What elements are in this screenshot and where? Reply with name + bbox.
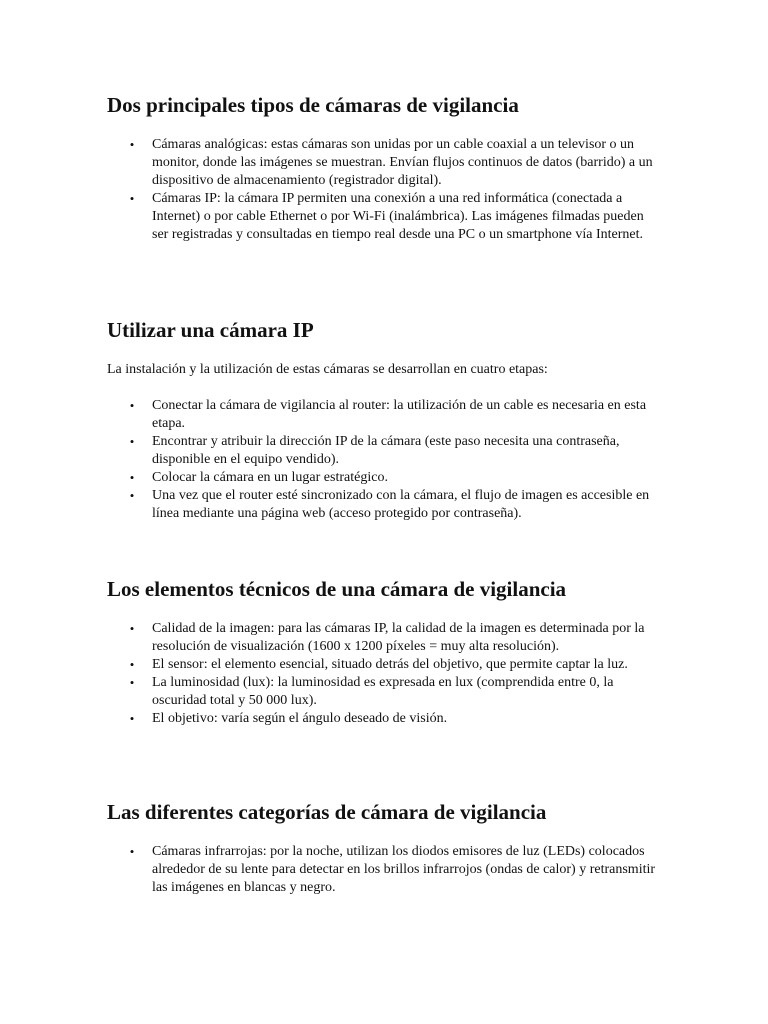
bullet-icon: • bbox=[129, 470, 135, 485]
bullet-icon: • bbox=[129, 434, 135, 449]
section-heading-ip-camera: Utilizar una cámara IP bbox=[107, 318, 314, 342]
list-item-text: Conectar la cámara de vigilancia al router: la utilización de un cable es necesaria en esta etapa. bbox=[152, 398, 647, 431]
list-item-text: Calidad de la imagen: para las cámaras IP, la calidad de la imagen es determinada por la resolución de visualización (1600 x 1200 píxeles = muy alta resolución). bbox=[152, 621, 645, 654]
bullet-icon: • bbox=[129, 711, 135, 726]
list-item bbox=[0, 620, 662, 656]
list-item bbox=[0, 190, 662, 244]
ip-camera-steps-list bbox=[0, 397, 662, 523]
list-item-text: Una vez que el router esté sincronizado con la cámara, el flujo de imagen es accesible en línea mediante una página web (acceso protegido por contraseña). bbox=[152, 488, 650, 521]
list-item bbox=[0, 433, 662, 469]
bullet-icon: • bbox=[129, 137, 135, 152]
section-intro: La instalación y la utilización de estas cámaras se desarrollan en cuatro etapas: bbox=[107, 362, 548, 377]
technical-elements-list bbox=[0, 620, 662, 728]
section-heading-technical-elements: Los elementos técnicos de una cámara de vigilancia bbox=[107, 577, 567, 601]
bullet-icon: • bbox=[129, 398, 135, 413]
list-item bbox=[0, 674, 662, 710]
list-item-text: Colocar la cámara en un lugar estratégico. bbox=[152, 470, 388, 485]
list-item-text: Cámaras IP: la cámara IP permiten una conexión a una red informática (conectada a Internet) o por cable Ethernet o por Wi-Fi (inalámbrica). Las imágenes filmadas pueden ser registradas y consultadas en tiempo real desde una PC o un smartphone vía Internet. bbox=[152, 191, 644, 242]
list-item bbox=[0, 656, 662, 674]
list-item-text: El objetivo: varía según el ángulo deseado de visión. bbox=[152, 711, 448, 726]
camera-types-list bbox=[0, 136, 662, 244]
bullet-icon: • bbox=[129, 621, 135, 636]
list-item-text: La luminosidad (lux): la luminosidad es expresada en lux (comprendida entre 0, la oscuridad total y 50 000 lux). bbox=[152, 675, 614, 708]
bullet-icon: • bbox=[129, 191, 135, 206]
list-item-text: Cámaras infrarrojas: por la noche, utilizan los diodos emisores de luz (LEDs) colocados alrededor de su lente para detectar en los brillos infrarrojos (ondas de calor) y retransmitir las imágenes en blancas y negro. bbox=[152, 844, 656, 895]
list-item bbox=[0, 843, 662, 897]
camera-categories-list bbox=[0, 843, 662, 897]
bullet-icon: • bbox=[129, 675, 135, 690]
bullet-icon: • bbox=[129, 844, 135, 859]
list-item bbox=[0, 487, 662, 523]
list-item bbox=[0, 469, 662, 487]
list-item bbox=[0, 710, 662, 728]
bullet-icon: • bbox=[129, 657, 135, 672]
list-item bbox=[0, 136, 662, 190]
bullet-icon: • bbox=[129, 488, 135, 503]
list-item-text: Encontrar y atribuir la dirección IP de la cámara (este paso necesita una contraseña, disponible en el equipo vendido). bbox=[152, 434, 620, 467]
section-heading-camera-categories: Las diferentes categorías de cámara de vigilancia bbox=[107, 800, 547, 824]
list-item bbox=[0, 397, 662, 433]
list-item-text: Cámaras analógicas: estas cámaras son unidas por un cable coaxial a un televisor o un monitor, donde las imágenes se muestran. Envían flujos continuos de datos (barrido) a un dispositivo de almacenamiento (registrador digital). bbox=[152, 137, 653, 188]
list-item-text: El sensor: el elemento esencial, situado detrás del objetivo, que permite captar la luz. bbox=[152, 657, 628, 672]
section-heading-camera-types: Dos principales tipos de cámaras de vigilancia bbox=[107, 93, 519, 117]
